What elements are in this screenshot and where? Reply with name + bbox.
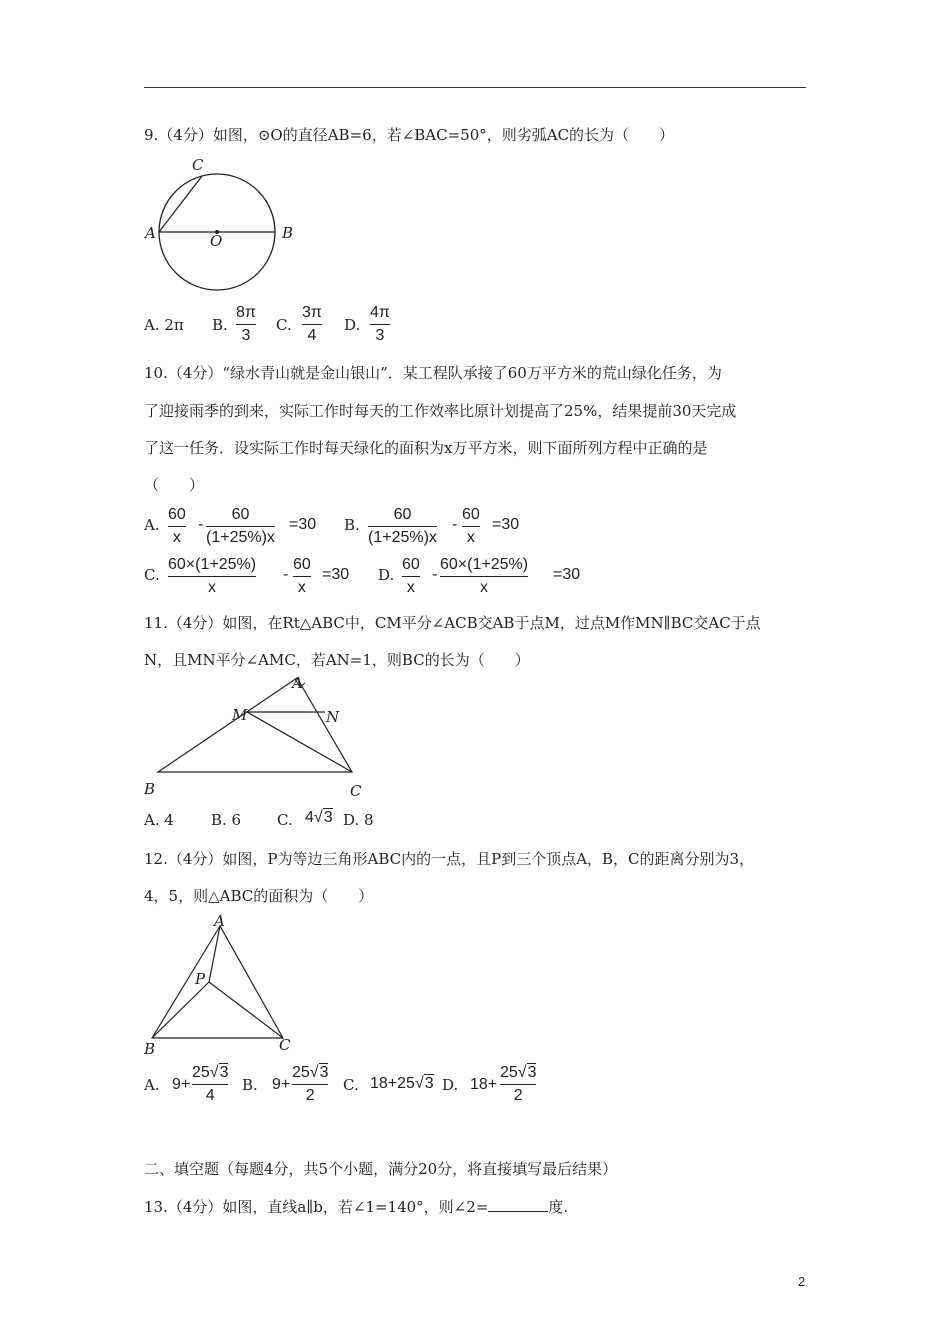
q12-option-a-label: A. [144,1076,160,1094]
q10-c-frac1 [168,556,256,597]
q11-line-1: 11.（4分）如图，在Rt△ABC中，CM平分∠ACB交AB于点M，过点M作MN∥BC交AC于点 [144,614,761,632]
radicand: 3 [323,809,333,826]
q12-option-c-expr: 18+25√3 [370,1075,434,1092]
frac-den: x [172,529,181,546]
frac-den: 3 [241,327,251,344]
frac-den: (1+25%)x [206,529,275,546]
q10-line-3: 了这一任务．设实际工作时每天绿化的面积为x万平方米，则下面所列方程中正确的是 [144,439,708,457]
num-radicand: 3 [527,1064,537,1081]
q9-label-c: C [192,156,204,174]
q9-option-c-label: C. [276,316,292,334]
q12-d-prefix: 18+ [470,1076,498,1093]
q13-tail: 度. [548,1198,569,1216]
equals-30: =30 [289,516,317,533]
q11-label-n: N [326,708,340,726]
q12-label-c: C [279,1036,291,1054]
frac-num: 60×(1+25%) [440,556,529,573]
q12-a-frac [192,1064,228,1105]
num-coef: 25 [292,1064,310,1081]
frac-num: 25√3 [192,1064,229,1081]
minus-sign: - [198,516,204,533]
expr: 18+25 [370,1075,415,1092]
q10-a-frac2 [206,506,275,547]
frac-num: 60×(1+25%) [168,556,257,573]
q10-a-frac1 [168,506,186,547]
q10-b-frac2 [462,506,480,547]
num-coef: 25 [500,1064,518,1081]
q11-label-b: B [144,780,156,798]
minus-sign: - [452,516,458,533]
frac-num: 4π [370,304,390,321]
coef: 4 [305,809,314,826]
q9-label-b: B [282,224,294,242]
q11-option-c-expr: 4√3 [305,809,333,826]
q9-option-a: A. 2π [144,316,184,334]
frac-num: 60 [462,506,480,523]
header-rule [144,87,806,88]
frac-num: 60 [231,506,250,523]
q11-label-a: A [292,674,303,692]
frac-num: 60 [293,556,311,573]
q12-b-frac [292,1064,328,1105]
q12-triangle-figure [140,912,300,1052]
frac-num: 3π [302,304,322,321]
q11-triangle-figure [140,672,380,782]
q10-line-1: 10.（4分）“绿水青山就是金山银山”．某工程队承接了60万平方米的荒山绿化任务，为 [144,364,722,382]
segment-pc [209,982,283,1038]
frac-den: x [480,579,489,596]
frac-den: 2 [513,1087,523,1104]
q10-b-frac1 [368,506,437,547]
q12-label-p: P [195,970,206,988]
q11-label-c: C [350,782,362,800]
q12-b-prefix: 9+ [272,1076,291,1093]
frac-num: 25√3 [292,1064,329,1081]
frac-den: 4 [205,1087,215,1104]
q9-label-o: O [210,232,223,250]
triangle-abc [152,926,283,1038]
q10-option-b-label: B. [344,516,360,534]
frac-num: 60 [402,556,420,573]
q12-d-frac [500,1064,536,1105]
frac-num: 25√3 [500,1064,537,1081]
frac-num: 60 [393,506,412,523]
q9-option-b-label: B. [212,316,228,334]
q12-line-1: 12.（4分）如图，P为等边三角形ABC内的一点，且P到三个顶点A，B，C的距离分别为3， [144,850,755,868]
num-radicand: 3 [219,1064,229,1081]
frac-den: x [297,579,306,596]
q12-label-a: A [214,912,225,930]
frac-den: x [208,579,217,596]
equals-30: =30 [322,566,350,583]
q9-option-d-label: D. [344,316,361,334]
num-radicand: 3 [319,1064,329,1081]
q12-option-d-label: D. [442,1076,459,1094]
q10-d-frac2 [440,556,528,597]
section-2-heading: 二、填空题（每题4分，共5个小题，满分20分，将直接填写最后结果） [144,1160,618,1178]
triangle-abc [158,678,352,772]
q10-option-d-label: D. [378,566,395,584]
minus-sign: - [283,566,289,583]
q10-c-frac2 [293,556,311,597]
frac-num: 8π [236,304,256,321]
q13-stem-text: 13.（4分）如图，直线a∥b，若∠1=140°，则∠2= [144,1198,489,1216]
q11-line-2: N，且MN平分∠AMC，若AN=1，则BC的长为（ ） [144,651,530,669]
minus-sign: - [432,566,438,583]
q9-stem: 9.（4分）如图，⊙O的直径AB=6，若∠BAC=50°，则劣弧AC的长为（ ） [144,126,675,144]
q9-option-c-frac [302,304,322,345]
num-coef: 25 [192,1064,210,1081]
q10-option-a-label: A. [144,516,160,534]
answer-blank[interactable] [488,1197,548,1212]
q13-stem [144,1196,568,1217]
q10-option-c-label: C. [144,566,160,584]
q11-option-a: A. 4 [144,811,174,829]
q10-line-2: 了迎接雨季的到来，实际工作时每天的工作效率比原计划提高了25%，结果提前30天完成 [144,402,737,420]
equals-30: =30 [492,516,520,533]
radicand: 3 [424,1075,434,1092]
q12-option-b-label: B. [242,1076,258,1094]
q11-option-d: D. 8 [343,811,374,829]
q9-option-b-frac [236,304,256,345]
frac-den: x [406,579,415,596]
q9-option-d-frac [370,304,390,345]
q12-label-b: B [144,1040,156,1058]
equals-30: =30 [553,566,581,583]
frac-den: 4 [307,327,317,344]
q12-a-prefix: 9+ [172,1076,191,1093]
q10-d-frac1 [402,556,420,597]
page-number: 2 [798,1274,806,1289]
q12-line-2: 4，5，则△ABC的面积为（ ） [144,887,374,905]
q11-option-c-label: C. [277,811,293,829]
q10-line-4: （ ） [144,476,205,494]
frac-den: 2 [305,1087,315,1104]
q11-option-b: B. 6 [211,811,242,829]
q11-label-m: M [232,706,248,724]
frac-den: (1+25%)x [368,529,437,546]
frac-den: 3 [375,327,385,344]
frac-num: 60 [168,506,186,523]
chord-ac [159,176,202,232]
q9-label-a: A [145,224,156,242]
q12-option-c-label: C. [343,1076,359,1094]
frac-den: x [466,529,475,546]
